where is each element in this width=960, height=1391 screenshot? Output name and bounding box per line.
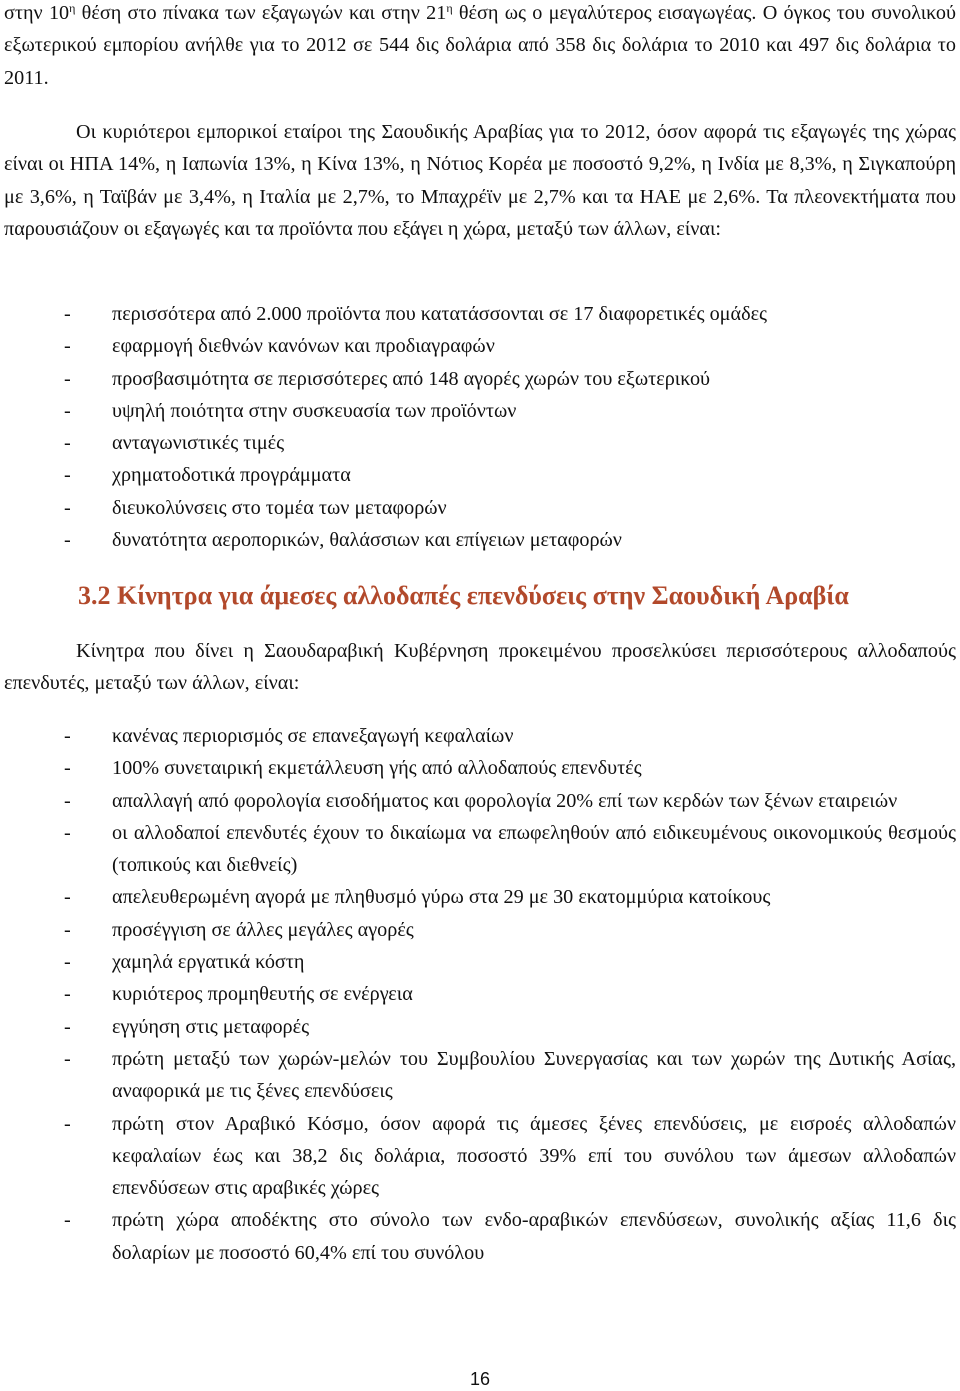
list-bullet: - [64,886,71,909]
list-bullet: - [64,725,71,747]
list-bullet: - [64,367,71,390]
list-item-text: απαλλαγή από φορολογία εισοδήματος και φορολογία 20% επί των κερδών των ξένων εταιρειών [112,789,898,812]
list-item-text: χαμηλά εργατικά κόστη [112,951,305,974]
page-number: 16 [469,1369,491,1389]
intro-text-start: στην 10 [4,2,70,24]
list-item-text: πρώτη μεταξύ των χωρών-μελών του Συμβουλίου Συνεργασίας και των χωρών της Δυτικής Ασίας, αναφορικά με τις ξένες επενδύσεις [112,1047,956,1103]
list-bullet: - [64,757,71,780]
incentive-list-item [0,752,960,784]
list-item-text: προσβασιμότητα σε περισσότερες από 148 αγορές χωρών του εξωτερικού [112,367,711,390]
ordinal-superscript: η [69,1,76,15]
list-item-text: πρώτη χώρα αποδέκτης στο σύνολο των ενδο-αραβικών επενδύσεων, συνολικής αξίας 11,6 δις δολαρίων με ποσοστό 60,4% επί του συνόλου [112,1209,956,1264]
intro-text-end: θέση ως ο μεγαλύτερος εισαγωγέας. Ο όγκος του συνολικού εξωτερικού εμπορίου ανήλθε για το 2012 σε 544 δις δολάρια από 358 δις δολάρια το 2010 και 497 δις δολάρια το 2011. [4,2,956,89]
list-item-text: 100% συνεταιρική εκμετάλλευση γής από αλλοδαπούς επενδυτές [112,757,642,780]
advantage-list-item [0,363,960,395]
advantage-list-item [0,427,960,459]
list-item-text: κυριότερος προμηθευτής σε ενέργεια [112,983,413,1006]
list-bullet: - [64,529,71,552]
advantage-list-item [0,330,960,362]
list-bullet: - [64,821,71,844]
list-bullet: - [64,303,71,325]
list-bullet: - [64,335,71,358]
list-item-text: υψηλή ποιότητα στην συσκευασία των προϊόντων [112,399,517,422]
list-bullet: - [64,496,71,519]
partners-paragraph: Οι κυριότεροι εμπορικοί εταίροι της Σαουδικής Αραβίας για το 2012, όσον αφορά τις εξαγωγές της χώρας είναι οι ΗΠΑ 14%, η Ιαπωνία 13%, η Κίνα 13%, η Νότιος Κορέα με ποσοστό 9,2%, η Ινδία με 8,3%, η Σιγκαπούρη με 3,6%, η Ταϊβάν με 3,4%, η Ιταλία με 2,7%, το Μπαχρέϊν με 2,7% και τα ΗΑΕ με 2,6%. Τα πλεονεκτήματα που παρουσιάζουν οι εξαγωγές και τα προϊόντα που εξάγει η χώρα, μεταξύ των άλλων, είναι: [4,121,956,240]
intro-paragraph [4,0,956,94]
incentives-intro-text: Κίνητρα που δίνει η Σαουδαραβική Κυβέρνηση προκειμένου προσελκύσει περισσότερους αλλοδαπούς επενδυτές, μεταξύ των άλλων, είναι: [4,640,956,695]
incentive-list-item [0,1043,960,1108]
list-item-text: οι αλλοδαποί επενδυτές έχουν το δικαίωμα να επωφεληθούν από ειδικευμένους οικονομικούς θεσμούς (τοπικούς και διεθνείς) [112,821,956,877]
incentive-list-item [0,1108,960,1205]
list-item-text: διευκολύνσεις στο τομέα των μεταφορών [112,496,447,519]
list-bullet: - [64,1015,71,1038]
incentive-list-item [0,881,960,913]
list-bullet: - [64,464,71,487]
list-bullet: - [64,399,71,422]
advantage-list-item [0,395,960,427]
list-item-text: κανένας περιορισμός σε επανεξαγωγή κεφαλαίων [112,725,514,747]
incentive-list-item [0,1204,960,1269]
list-item-text: δυνατότητα αεροπορικών, θαλάσσιων και επίγειων μεταφορών [112,529,622,552]
advantage-list-item [0,492,960,524]
incentive-list-item [0,914,960,946]
list-item-text: προσέγγιση σε άλλες μεγάλες αγορές [112,918,414,941]
advantage-list-item [0,298,960,330]
list-item-text: πρώτη στον Αραβικό Κόσμο, όσον αφορά τις άμεσες ξένες επενδύσεις, με εισροές αλλοδαπών κεφαλαίων έως και 38,2 δις δολάρια, ποσοστό 39% επί του συνόλου των άμεσων αλλοδαπών επενδύσεων στις αραβικές χώρες [112,1112,956,1200]
list-item-text: εγγύηση στις μεταφορές [112,1015,310,1038]
incentives-list [0,720,960,1269]
ordinal-superscript: η [446,1,453,15]
incentive-list-item [0,946,960,978]
incentive-list-item [0,817,960,882]
advantages-list [0,298,960,556]
incentive-list-item [0,720,960,752]
incentive-list-item [0,978,960,1010]
list-bullet: - [64,789,71,812]
list-item-text: εφαρμογή διεθνών κανόνων και προδιαγραφών [112,335,495,358]
list-item-text: χρηματοδοτικά προγράμματα [112,464,351,487]
incentive-list-item [0,1011,960,1043]
list-bullet: - [64,918,71,941]
incentive-list-item [0,785,960,817]
list-item-text: απελευθερωμένη αγορά με πληθυσμό γύρω στα 29 με 30 εκατομμύρια κατοίκους [112,886,771,909]
list-bullet: - [64,432,71,455]
list-bullet: - [64,983,71,1006]
list-bullet: - [64,951,71,974]
section-heading: 3.2 Κίνητρα για άμεσες αλλοδαπές επενδύσεις στην Σαουδική Αραβία [78,581,849,610]
advantage-list-item [0,459,960,491]
list-bullet: - [64,1209,71,1232]
list-item-text: περισσότερα από 2.000 προϊόντα που κατατάσσονται σε 17 διαφορετικές ομάδες [112,303,768,325]
incentives-intro-paragraph [4,635,956,700]
list-bullet: - [64,1112,71,1135]
list-bullet: - [64,1047,71,1070]
advantage-list-item [0,524,960,556]
list-item-text: ανταγωνιστικές τιμές [112,432,285,455]
intro-text-middle: θέση στο πίνακα των εξαγωγών και στην 21 [75,2,447,24]
